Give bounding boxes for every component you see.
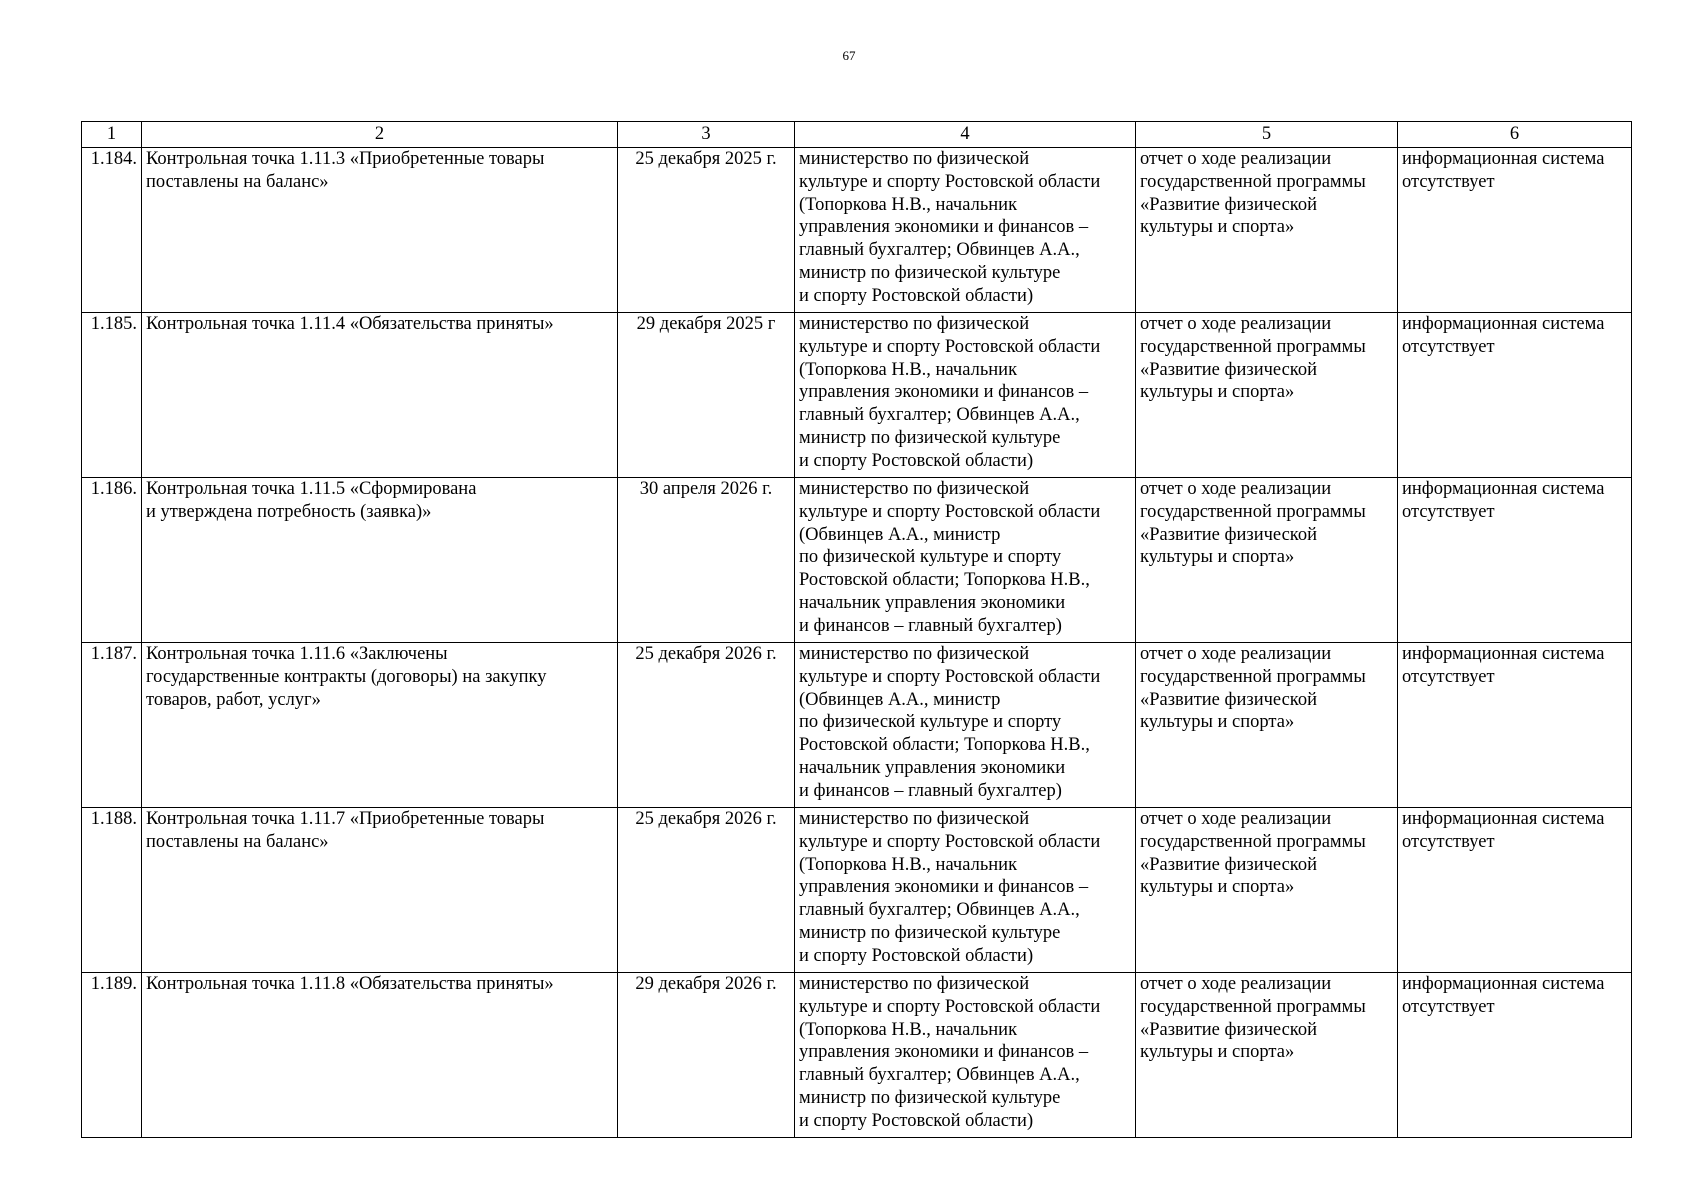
control-points-table — [81, 121, 1632, 1138]
information-system: информационная система отсутствует — [1398, 148, 1632, 313]
due-date: 29 декабря 2026 г. — [618, 973, 795, 1138]
table-row — [82, 148, 1632, 313]
due-date: 29 декабря 2025 г — [618, 313, 795, 478]
confirming-document: отчет о ходе реализации государственной программы «Развитие физической культуры и спорта» — [1136, 148, 1398, 313]
control-point-name: Контрольная точка 1.11.6 «Заключены государственные контракты (договоры) на закупку товаров, работ, услуг» — [142, 643, 618, 808]
column-header-6: 6 — [1398, 122, 1632, 148]
column-header-3: 3 — [618, 122, 795, 148]
column-header-5: 5 — [1136, 122, 1398, 148]
table-row — [82, 808, 1632, 973]
row-number: 1.185. — [82, 313, 142, 478]
row-number: 1.184. — [82, 148, 142, 313]
control-point-name: Контрольная точка 1.11.8 «Обязательства приняты» — [142, 973, 618, 1138]
table-header-row — [82, 122, 1632, 148]
column-header-1: 1 — [82, 122, 142, 148]
control-point-name: Контрольная точка 1.11.3 «Приобретенные товары поставлены на баланс» — [142, 148, 618, 313]
control-point-name: Контрольная точка 1.11.7 «Приобретенные товары поставлены на баланс» — [142, 808, 618, 973]
confirming-document: отчет о ходе реализации государственной программы «Развитие физической культуры и спорта» — [1136, 808, 1398, 973]
responsible-executor: министерство по физической культуре и спорту Ростовской области (Топоркова Н.В., начальник управления экономики и финансов – главный бухгалтер; Обвинцев А.А., министр по физической культуре и спорту Ростовской области) — [795, 973, 1136, 1138]
responsible-executor: министерство по физической культуре и спорту Ростовской области (Топоркова Н.В., начальник управления экономики и финансов – главный бухгалтер; Обвинцев А.А., министр по физической культуре и спорту Ростовской области) — [795, 313, 1136, 478]
responsible-executor: министерство по физической культуре и спорту Ростовской области (Обвинцев А.А., министр по физической культуре и спорту Ростовской области; Топоркова Н.В., начальник управления экономики и финансов – главный бухгалтер) — [795, 478, 1136, 643]
table-row — [82, 643, 1632, 808]
control-point-name: Контрольная точка 1.11.4 «Обязательства приняты» — [142, 313, 618, 478]
responsible-executor: министерство по физической культуре и спорту Ростовской области (Топоркова Н.В., начальник управления экономики и финансов – главный бухгалтер; Обвинцев А.А., министр по физической культуре и спорту Ростовской области) — [795, 808, 1136, 973]
table-row — [82, 313, 1632, 478]
row-number: 1.187. — [82, 643, 142, 808]
due-date: 25 декабря 2025 г. — [618, 148, 795, 313]
confirming-document: отчет о ходе реализации государственной программы «Развитие физической культуры и спорта» — [1136, 643, 1398, 808]
page-number: 67 — [842, 48, 856, 63]
control-point-name: Контрольная точка 1.11.5 «Сформирована и утверждена потребность (заявка)» — [142, 478, 618, 643]
information-system: информационная система отсутствует — [1398, 973, 1632, 1138]
information-system: информационная система отсутствует — [1398, 313, 1632, 478]
table-row — [82, 478, 1632, 643]
confirming-document: отчет о ходе реализации государственной программы «Развитие физической культуры и спорта» — [1136, 478, 1398, 643]
column-header-2: 2 — [142, 122, 618, 148]
due-date: 25 декабря 2026 г. — [618, 643, 795, 808]
row-number: 1.188. — [82, 808, 142, 973]
confirming-document: отчет о ходе реализации государственной программы «Развитие физической культуры и спорта» — [1136, 973, 1398, 1138]
information-system: информационная система отсутствует — [1398, 478, 1632, 643]
due-date: 30 апреля 2026 г. — [618, 478, 795, 643]
information-system: информационная система отсутствует — [1398, 643, 1632, 808]
information-system: информационная система отсутствует — [1398, 808, 1632, 973]
column-header-4: 4 — [795, 122, 1136, 148]
due-date: 25 декабря 2026 г. — [618, 808, 795, 973]
table-row — [82, 973, 1632, 1138]
row-number: 1.189. — [82, 973, 142, 1138]
responsible-executor: министерство по физической культуре и спорту Ростовской области (Обвинцев А.А., министр по физической культуре и спорту Ростовской области; Топоркова Н.В., начальник управления экономики и финансов – главный бухгалтер) — [795, 643, 1136, 808]
confirming-document: отчет о ходе реализации государственной программы «Развитие физической культуры и спорта» — [1136, 313, 1398, 478]
responsible-executor: министерство по физической культуре и спорту Ростовской области (Топоркова Н.В., начальник управления экономики и финансов – главный бухгалтер; Обвинцев А.А., министр по физической культуре и спорту Ростовской области) — [795, 148, 1136, 313]
row-number: 1.186. — [82, 478, 142, 643]
